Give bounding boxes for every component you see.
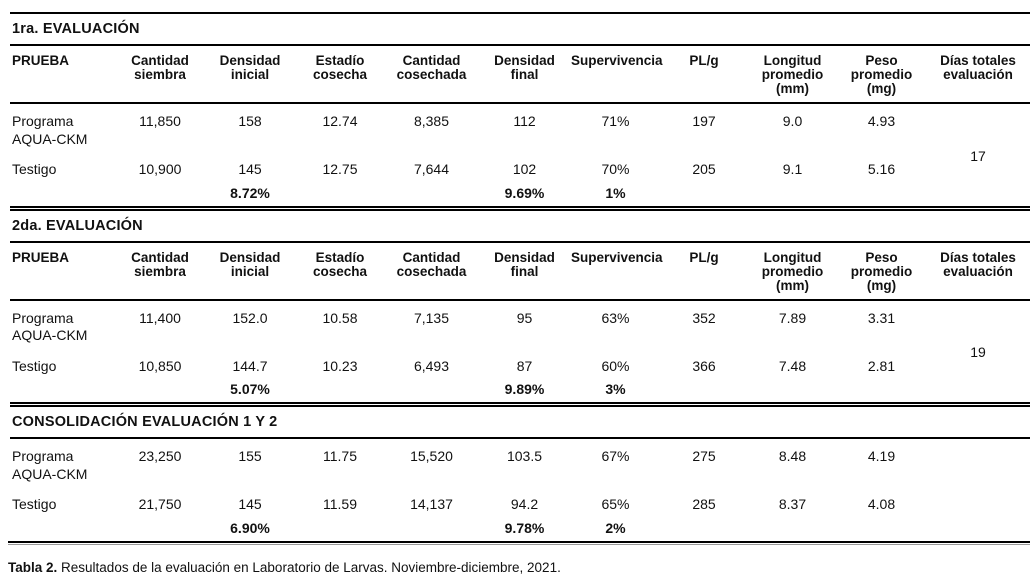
empty-cell — [10, 183, 115, 206]
col-header-densidad-inicial — [205, 46, 295, 103]
header-line: Estadío — [315, 249, 365, 265]
header-line: Longitud — [763, 249, 822, 265]
cell-longitud-promedio: 8.48 — [778, 448, 807, 464]
empty-cell — [115, 183, 205, 206]
cell-supervivencia: 71% — [601, 113, 630, 129]
row-testigo — [10, 489, 1030, 518]
col-header-dias-totales — [926, 46, 1030, 103]
table-body — [10, 300, 1030, 403]
cell-pl-g: 197 — [692, 113, 716, 129]
row-diferencia — [10, 379, 1030, 402]
cell-densidad-inicial: 152.0 — [232, 309, 268, 326]
empty-cell — [660, 379, 748, 402]
cell-densidad-inicial: 158 — [238, 113, 262, 129]
header-line: Densidad — [494, 249, 555, 265]
cell-densidad-final: 112 — [513, 113, 536, 129]
header-line: Densidad — [219, 249, 281, 265]
row-programa-aqua-ckm — [10, 300, 1030, 351]
section-title-consolidacion: CONSOLIDACIÓN EVALUACIÓN 1 Y 2 — [12, 414, 278, 430]
prueba-label-line1: Programa — [12, 113, 74, 129]
col-header-supervivencia: Supervivencia — [571, 46, 660, 103]
header-line: (mg) — [866, 277, 897, 293]
empty-cell — [10, 518, 115, 541]
cell-peso-promedio: 3.31 — [867, 309, 896, 326]
empty-cell — [295, 183, 385, 206]
header-line: promedio — [761, 67, 824, 82]
cell-dias-totales: 19 — [970, 344, 986, 361]
table-1ra-evaluacion — [10, 46, 1030, 206]
cell-prueba — [10, 439, 115, 489]
header-line: Densidad — [494, 53, 555, 68]
table-caption — [8, 559, 1034, 576]
header-line: promedio — [761, 263, 824, 279]
cell-pl-g: 285 — [692, 496, 716, 512]
table-header — [10, 46, 1030, 103]
table-body — [10, 103, 1030, 206]
cell-supervivencia: 70% — [601, 161, 630, 177]
header-line: Densidad — [219, 53, 281, 68]
header-line: (mg) — [866, 81, 897, 96]
col-header-prueba: PRUEBA — [10, 46, 115, 103]
cell-cantidad-siembra: 11,850 — [139, 113, 181, 129]
row-testigo — [10, 351, 1030, 380]
cell-estadio-cosecha: 11.59 — [323, 496, 357, 512]
cell-supervivencia: 65% — [601, 496, 630, 512]
empty-cell — [837, 518, 926, 541]
header-line: siembra — [134, 67, 186, 82]
cell-peso-promedio: 2.81 — [867, 357, 896, 374]
col-header-cantidad-siembra — [115, 46, 205, 103]
table-header — [10, 243, 1030, 300]
header-line: (mm) — [776, 277, 809, 293]
cell-cantidad-siembra: 11,400 — [139, 309, 181, 326]
caption-label: Tabla 2. — [8, 559, 58, 575]
cell-cantidad-cosechada: 8,385 — [413, 113, 450, 129]
top-rule — [10, 12, 1030, 14]
cell-prueba — [10, 300, 115, 351]
prueba-label-line2: AQUA-CKM — [12, 327, 88, 343]
header-line: (mm) — [776, 81, 809, 96]
col-header-cantidad-siembra — [115, 243, 205, 300]
header-line: final — [510, 263, 539, 279]
cell-prueba: Testigo — [12, 357, 57, 374]
cell-densidad-inicial: 155 — [238, 448, 262, 464]
col-header-densidad-final — [478, 243, 571, 300]
header-line: Cantidad — [131, 249, 189, 265]
col-header-peso-promedio — [837, 46, 926, 103]
cell-diferencia-densidad-final: 9.78% — [504, 519, 545, 536]
prueba-label-line2: AQUA-CKM — [12, 465, 88, 482]
row-programa-aqua-ckm — [10, 103, 1030, 154]
cell-cantidad-cosechada: 6,493 — [413, 357, 450, 374]
header-line: cosecha — [312, 263, 368, 279]
col-header-estadio-cosecha — [295, 243, 385, 300]
row-programa-aqua-ckm — [10, 439, 1030, 489]
caption-text: Resultados de la evaluación en Laboratorio de Larvas. Noviembre-diciembre, 2021. — [57, 559, 561, 575]
cell-peso-promedio: 5.16 — [867, 161, 896, 177]
cell-longitud-promedio: 8.37 — [778, 496, 807, 512]
col-header-densidad-inicial — [205, 243, 295, 300]
cell-supervivencia: 60% — [601, 357, 630, 374]
header-line: evaluación — [943, 67, 1013, 82]
cell-diferencia-supervivencia: 3% — [605, 381, 626, 397]
cell-densidad-final: 94.2 — [510, 496, 539, 512]
header-line: cosechada — [396, 67, 467, 82]
cell-prueba: Testigo — [12, 161, 57, 177]
prueba-label-line1: Programa — [12, 448, 74, 464]
empty-cell — [748, 518, 837, 541]
empty-cell — [385, 379, 478, 402]
col-header-longitud-promedio — [748, 46, 837, 103]
section-divider-rule — [10, 402, 1030, 407]
table-consolidacion — [10, 439, 1030, 541]
cell-estadio-cosecha: 11.75 — [323, 448, 357, 464]
col-header-cantidad-cosechada — [385, 46, 478, 103]
header-row — [10, 46, 1030, 103]
header-line: Peso — [865, 53, 898, 68]
empty-cell — [295, 518, 385, 541]
header-line: inicial — [230, 67, 270, 82]
header-line: Longitud — [763, 53, 822, 68]
header-line: promedio — [850, 67, 913, 82]
row-testigo — [10, 154, 1030, 183]
header-line: evaluación — [943, 263, 1013, 279]
row-diferencia — [10, 518, 1030, 541]
col-header-longitud-promedio — [748, 243, 837, 300]
table-2da-evaluacion — [10, 243, 1030, 403]
cell-diferencia-densidad-final: 9.69% — [504, 184, 545, 201]
cell-cantidad-siembra: 10,900 — [138, 161, 182, 177]
col-header-pl-g: PL/g — [660, 46, 748, 103]
empty-cell — [115, 379, 205, 402]
header-line: Estadío — [315, 53, 365, 68]
cell-cantidad-cosechada: 7,135 — [413, 309, 450, 326]
cell-diferencia-densidad-final: 9.89% — [504, 381, 545, 397]
empty-cell — [837, 183, 926, 206]
cell-estadio-cosecha: 10.58 — [322, 309, 358, 326]
header-line: final — [510, 67, 539, 82]
cell-diferencia-densidad-inicial: 6.90% — [230, 519, 270, 536]
empty-cell — [385, 518, 478, 541]
header-line: promedio — [850, 263, 913, 279]
table-body — [10, 439, 1030, 541]
cell-peso-promedio: 4.08 — [867, 496, 896, 512]
header-line: Días totales — [940, 249, 1016, 265]
cell-prueba — [10, 103, 115, 154]
cell-estadio-cosecha: 12.74 — [322, 113, 358, 129]
header-line: cosecha — [312, 67, 368, 82]
cell-cantidad-cosechada: 7,644 — [413, 161, 450, 177]
col-header-peso-promedio — [837, 243, 926, 300]
empty-cell — [115, 518, 205, 541]
empty-cell — [748, 379, 837, 402]
cell-diferencia-densidad-inicial: 5.07% — [230, 381, 270, 397]
cell-diferencia-supervivencia: 2% — [605, 519, 626, 536]
header-line: Peso — [865, 249, 898, 265]
col-header-prueba: PRUEBA — [10, 243, 115, 300]
cell-longitud-promedio: 7.89 — [778, 309, 807, 326]
prueba-label-line1: Programa — [12, 309, 74, 326]
cell-cantidad-siembra: 23,250 — [138, 448, 182, 464]
cell-cantidad-cosechada: 15,520 — [410, 448, 453, 464]
col-header-cantidad-cosechada — [385, 243, 478, 300]
cell-peso-promedio: 4.19 — [867, 448, 896, 464]
col-header-pl-g: PL/g — [660, 243, 748, 300]
cell-peso-promedio: 4.93 — [867, 113, 896, 129]
empty-cell — [660, 183, 748, 206]
col-header-densidad-final — [478, 46, 571, 103]
cell-longitud-promedio: 9.0 — [782, 113, 803, 129]
section-divider-rule — [10, 206, 1030, 211]
cell-cantidad-cosechada: 14,137 — [410, 496, 453, 512]
header-line: siembra — [134, 263, 186, 279]
col-header-estadio-cosecha — [295, 46, 385, 103]
cell-longitud-promedio: 7.48 — [778, 357, 807, 374]
section-title-2da-evaluacion: 2da. EVALUACIÓN — [12, 217, 143, 234]
cell-densidad-inicial: 145 — [238, 496, 262, 512]
cell-dias-totales — [926, 439, 1030, 541]
bottom-rule — [8, 541, 1030, 545]
header-line: Días totales — [940, 53, 1016, 68]
cell-densidad-inicial: 144.7 — [232, 357, 268, 374]
header-line: inicial — [230, 263, 270, 279]
cell-diferencia-supervivencia: 1% — [605, 184, 626, 201]
cell-longitud-promedio: 9.1 — [782, 161, 803, 177]
cell-estadio-cosecha: 10.23 — [322, 357, 358, 374]
section-title-1ra-evaluacion: 1ra. EVALUACIÓN — [12, 21, 140, 37]
prueba-label-line2: AQUA-CKM — [12, 130, 88, 147]
cell-cantidad-siembra: 21,750 — [138, 496, 182, 512]
empty-cell — [837, 379, 926, 402]
header-row — [10, 243, 1030, 300]
cell-pl-g: 366 — [692, 357, 716, 374]
header-line: Cantidad — [131, 53, 189, 68]
cell-supervivencia: 67% — [601, 448, 630, 464]
cell-densidad-final: 102 — [512, 161, 537, 177]
cell-diferencia-densidad-inicial: 8.72% — [230, 184, 270, 201]
col-header-dias-totales — [926, 243, 1030, 300]
cell-cantidad-siembra: 10,850 — [138, 357, 182, 374]
empty-cell — [295, 379, 385, 402]
cell-densidad-inicial: 145 — [238, 161, 262, 177]
cell-pl-g: 352 — [692, 309, 716, 326]
header-line: cosechada — [396, 263, 467, 279]
col-header-supervivencia: Supervivencia — [571, 243, 660, 300]
empty-cell — [10, 379, 115, 402]
cell-densidad-final: 87 — [516, 357, 533, 374]
cell-dias-totales: 17 — [970, 147, 986, 164]
cell-pl-g: 275 — [692, 448, 716, 464]
empty-cell — [660, 518, 748, 541]
header-line: Cantidad — [402, 249, 461, 265]
cell-supervivencia: 63% — [601, 309, 630, 326]
cell-prueba: Testigo — [12, 496, 57, 512]
header-line: Cantidad — [402, 53, 461, 68]
cell-densidad-final: 103.5 — [506, 448, 543, 464]
cell-densidad-final: 95 — [516, 309, 533, 326]
empty-cell — [748, 183, 837, 206]
cell-pl-g: 205 — [692, 161, 716, 177]
row-diferencia — [10, 183, 1030, 206]
empty-cell — [385, 183, 478, 206]
cell-estadio-cosecha: 12.75 — [322, 161, 358, 177]
